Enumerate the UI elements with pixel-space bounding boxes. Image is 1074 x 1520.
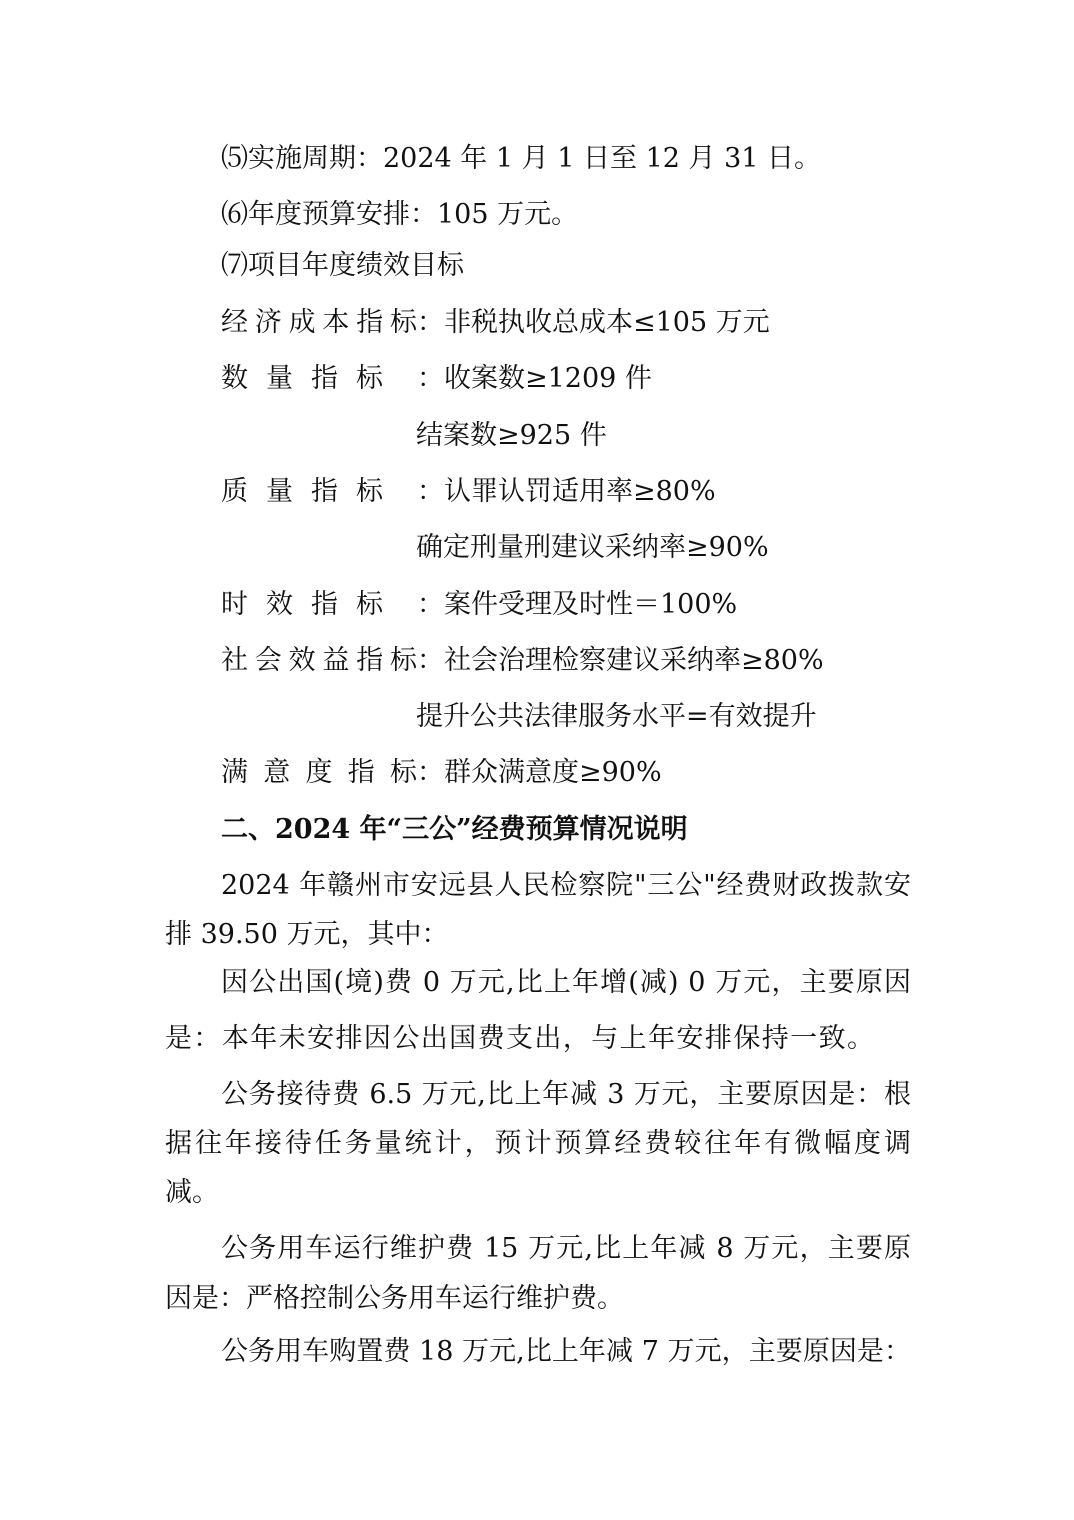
paragraph-line: 因是：严格控制公务用车运行维护费。 [165,1283,624,1314]
indicator-label: 经济成本指标 [221,307,417,338]
indicator-colon: ： [417,307,444,338]
indicator-value: 群众满意度≥90% [444,757,662,788]
paragraph-line: 据往年接待任务量统计，预计预算经费较往年有微幅度调 [165,1128,911,1159]
indicator-row-social-benefit [221,643,824,679]
indicator-value: 社会治理检察建议采纳率≥80% [444,645,824,676]
indicator-label: 满意度指标 [221,757,417,788]
paragraph-line: 公务接待费 6.5 万元,比上年减 3 万元，主要原因是：根 [221,1079,911,1110]
item-annual-budget: ⑹年度预算安排：105 万元。 [221,199,579,230]
item-performance-goals-title: ⑺项目年度绩效目标 [221,250,464,281]
indicator-colon: ： [417,757,444,788]
paragraph-line: 减。 [165,1177,219,1208]
indicator-row-economic-cost [221,305,770,341]
indicator-row-satisfaction [221,755,662,791]
paragraph-line: 是：本年未安排因公出国费支出，与上年安排保持一致。 [165,1023,874,1054]
indicator-value: 案件受理及时性＝100% [444,589,738,620]
paragraph-line: 排 39.50 万元，其中： [165,919,449,950]
indicator-label: 时效指标 [221,589,383,620]
indicator-value-continued: 结案数≥925 件 [416,420,607,451]
indicator-value-continued: 提升公共法律服务水平=有效提升 [416,701,817,732]
indicator-value: 认罪认罚适用率≥80% [444,476,716,507]
indicator-value: 收案数≥1209 件 [444,363,652,394]
indicator-row-quantity [221,361,652,397]
paragraph-line: 因公出国(境)费 0 万元,比上年增(减) 0 万元，主要原因 [221,967,911,998]
paragraph-line: 公务用车运行维护费 15 万元,比上年减 8 万元，主要原 [221,1233,911,1264]
paragraph-line: 2024 年赣州市安远县人民检察院"三公"经费财政拨款安 [221,870,911,901]
paragraph-line: 公务用车购置费 18 万元,比上年减 7 万元，主要原因是： [221,1336,911,1367]
indicator-row-quality [221,474,716,510]
item-implementation-period: ⑸实施周期：2024 年 1 月 1 日至 12 月 31 日。 [221,143,822,174]
indicator-colon: ： [417,645,444,676]
indicator-value: 非税执收总成本≤105 万元 [444,307,770,338]
indicator-label: 数量指标 [221,363,383,394]
indicator-row-timeliness [221,587,737,623]
section-heading-three-public-expenses: 二、2024 年“三公”经费预算情况说明 [221,814,688,845]
indicator-colon: ： [417,589,444,620]
indicator-colon: ： [417,476,444,507]
indicator-label: 质量指标 [221,476,383,507]
indicator-label: 社会效益指标 [221,645,417,676]
indicator-value-continued: 确定刑量刑建议采纳率≥90% [416,532,769,563]
indicator-colon: ： [417,363,444,394]
